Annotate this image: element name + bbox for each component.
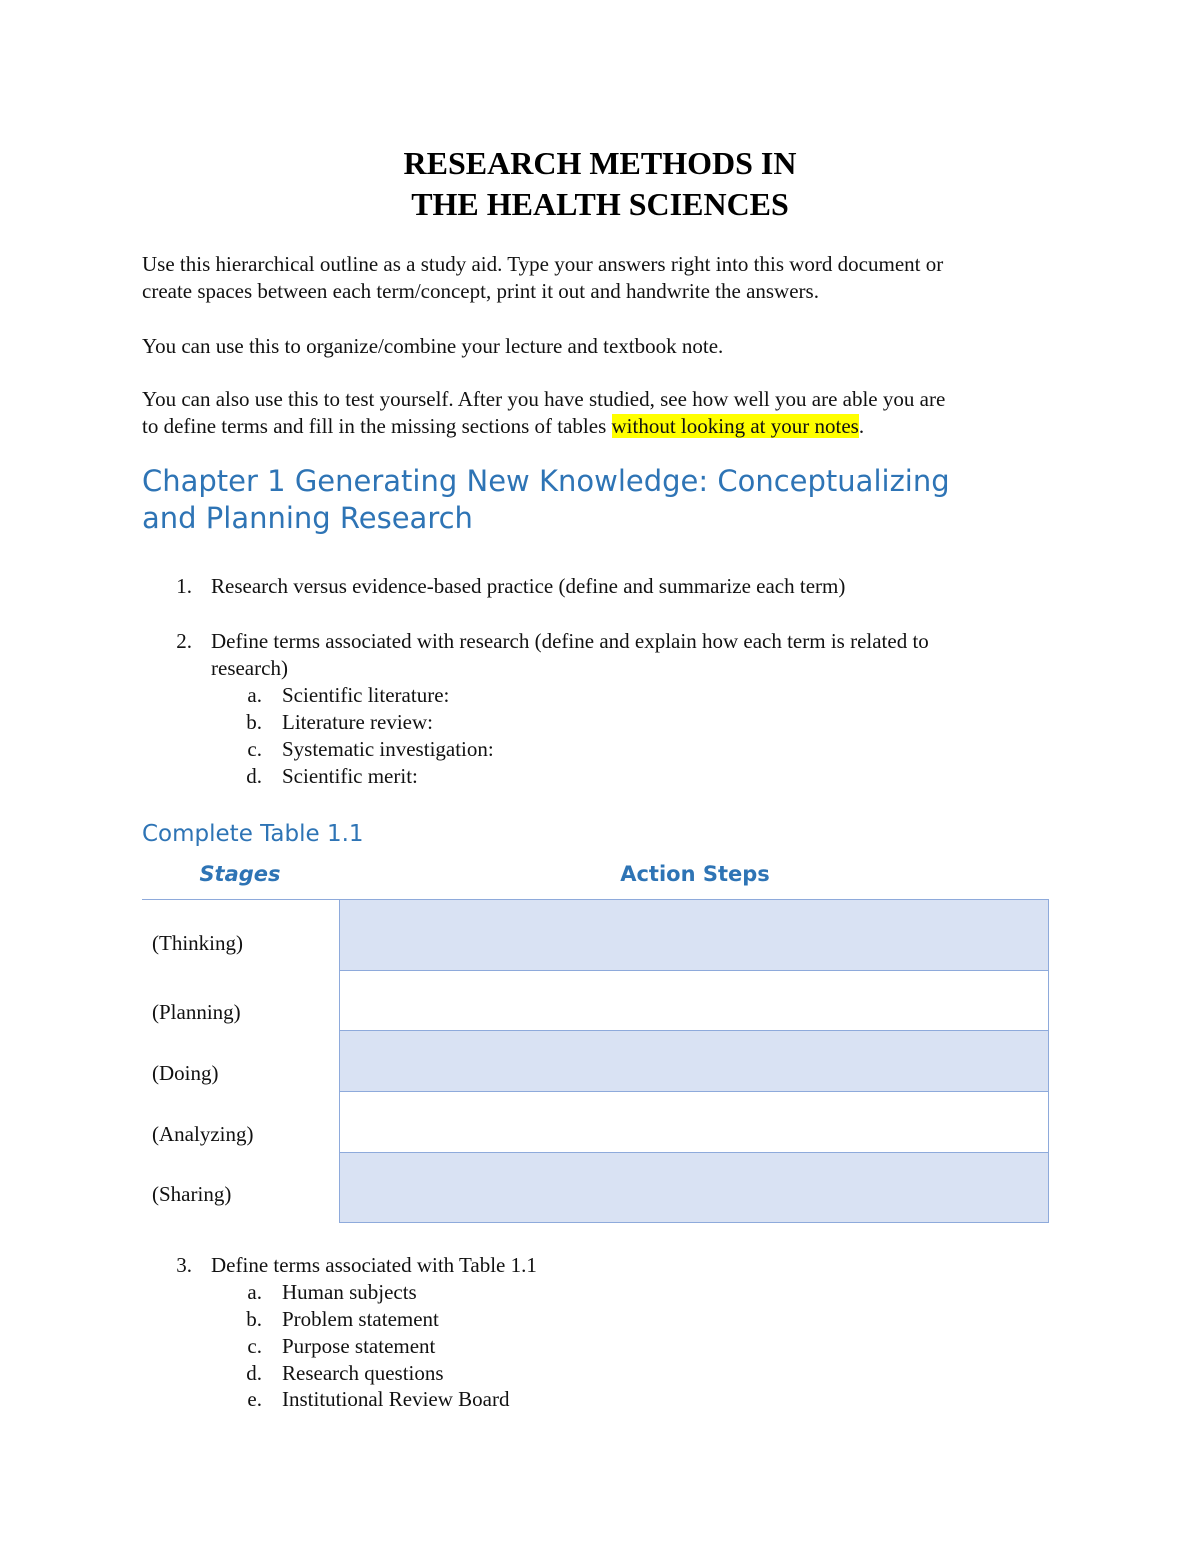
sub-list-text: Scientific literature: (282, 683, 450, 707)
intro-paragraph-3-period: . (858, 414, 865, 438)
sub-list-letter: b. (246, 710, 262, 734)
table-stage-analyzing: (Analyzing) (152, 1122, 254, 1146)
sub-list-letter: a. (247, 683, 262, 707)
sub-list-text: Systematic investigation: (282, 737, 494, 761)
sub-list-letter: e. (247, 1387, 262, 1411)
sub-list-item (0, 682, 1200, 709)
sub-list-text: Institutional Review Board (282, 1387, 510, 1411)
chapter-heading-line-1: Chapter 1 Generating New Knowledge: Conceptualizing (142, 464, 950, 498)
sub-list-item (0, 1306, 1200, 1333)
table-header-action-steps: Action Steps (620, 862, 770, 886)
table-header-stages: Stages (199, 862, 281, 886)
document-title-line-2: THE HEALTH SCIENCES (411, 186, 789, 222)
table-action-cell-analyzing[interactable] (339, 1091, 1049, 1154)
sub-list-letter: a. (247, 1280, 262, 1304)
sub-list-letter: b. (246, 1307, 262, 1331)
intro-paragraph-2: You can use this to organize/combine your lecture and textbook note. (142, 334, 724, 358)
sub-list-item (0, 763, 1200, 790)
sub-list-letter: d. (246, 764, 262, 788)
sub-list-text: Problem statement (282, 1307, 439, 1331)
table-stage-sharing: (Sharing) (152, 1182, 232, 1206)
list-number: 1. (176, 574, 192, 598)
list-number: 2. (176, 629, 192, 653)
sub-list-text: Purpose statement (282, 1334, 436, 1358)
list-item-3 (0, 1252, 1200, 1279)
intro-paragraph-3-line-2 (142, 413, 1072, 440)
sub-list-item (0, 1333, 1200, 1360)
chapter-heading-line-2: and Planning Research (142, 501, 473, 535)
table-stage-doing: (Doing) (152, 1061, 219, 1085)
table-header-rule (142, 899, 340, 900)
intro-paragraph-3-line-1: You can also use this to test yourself. After you have studied, see how well you are able you are (142, 387, 946, 411)
table-action-cell-doing[interactable] (339, 1030, 1049, 1093)
intro-paragraph-1-line-1: Use this hierarchical outline as a study aid. Type your answers right into this word document or (142, 252, 944, 276)
list-item-2 (0, 628, 1200, 655)
sub-list-item (0, 1386, 1200, 1413)
sub-list-letter: c. (247, 1334, 262, 1358)
sub-list-text: Scientific merit: (282, 764, 418, 788)
list-item-1 (0, 573, 1200, 600)
list-item-text: Research versus evidence-based practice (define and summarize each term) (211, 574, 846, 598)
table-stage-planning: (Planning) (152, 1000, 241, 1024)
table-heading: Complete Table 1.1 (142, 821, 364, 847)
sub-list-item (0, 1360, 1200, 1387)
sub-list-letter: c. (247, 737, 262, 761)
sub-list-text: Human subjects (282, 1280, 417, 1304)
list-item-text: Define terms associated with Table 1.1 (211, 1253, 537, 1277)
list-item-2-continuation: research) (211, 656, 288, 680)
table-stage-thinking: (Thinking) (152, 931, 243, 955)
sub-list-item (0, 736, 1200, 763)
table-action-cell-sharing[interactable] (339, 1152, 1049, 1223)
sub-list-letter: d. (246, 1361, 262, 1385)
intro-paragraph-1-line-2: create spaces between each term/concept, print it out and handwrite the answers. (142, 279, 819, 303)
sub-list-item (0, 1279, 1200, 1306)
document-title-line-1: RESEARCH METHODS IN (403, 145, 797, 181)
list-item-text: Define terms associated with research (define and explain how each term is related to (211, 629, 929, 653)
sub-list-text: Literature review: (282, 710, 433, 734)
list-number: 3. (176, 1253, 192, 1277)
intro-paragraph-3-text: to define terms and fill in the missing sections of tables (142, 414, 612, 438)
table-action-cell-thinking[interactable] (339, 899, 1049, 972)
table-action-cell-planning[interactable] (339, 970, 1049, 1032)
sub-list-text: Research questions (282, 1361, 444, 1385)
highlighted-text: without looking at your notes (611, 414, 859, 438)
sub-list-item (0, 709, 1200, 736)
